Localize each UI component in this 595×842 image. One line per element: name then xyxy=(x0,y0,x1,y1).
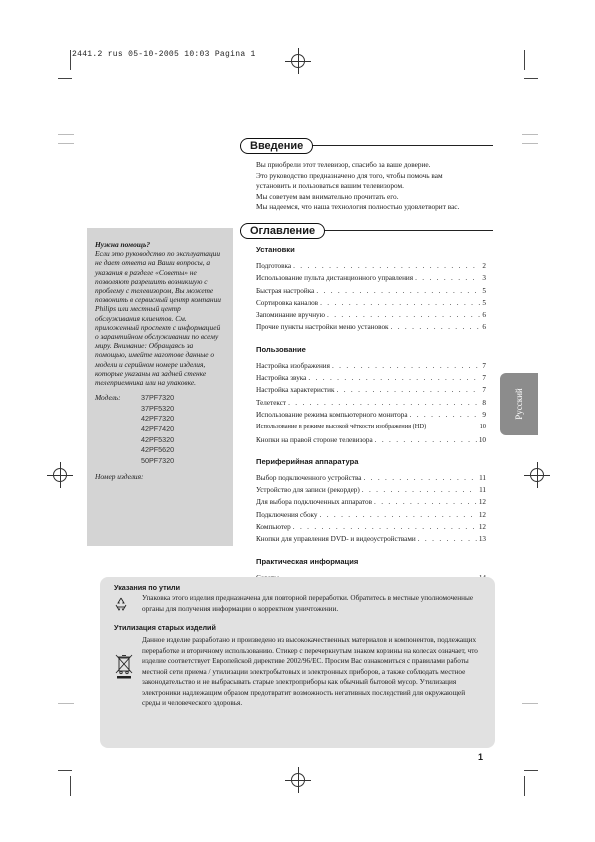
toc-entry-text: Использование в режиме высокой чёткости изображения (HD) xyxy=(256,423,427,431)
toc-entry[interactable] xyxy=(256,399,486,411)
toc-section-title: Пользование xyxy=(256,344,306,354)
toc-entry-text: Устройство для записи (рекордер) xyxy=(256,486,360,495)
toc-entry-text: Телетекст xyxy=(256,398,287,407)
toc-entry[interactable] xyxy=(256,362,486,374)
crop-mark xyxy=(70,50,71,70)
toc-entry-page: 3 xyxy=(482,274,486,283)
model-label: Модель: xyxy=(95,393,121,403)
toc-section xyxy=(256,457,486,548)
intro-line: Мы советуем вам внимательно прочитать его. xyxy=(256,191,399,201)
disposal-text: Данное изделие разработано и произведено из высококачественных материалов и компонентов, подлежащих переработке и вторичному использованию. Стикер с перечеркнутым знаком корзины на колесах означает, что изделие соответствует Европейской директиве 2002/96/EC. Просим Вас ознакомиться с правилами работы местной сети приема / утилизации электробытовых и электронных приборов, а также соблюдать местное законодательство и не выбрасывать старые электроприборы как обычный бытовой мусор. Утилизация электроники надлежащим образом предотвратит возможность негативных последствий для окружающей среды и человеческого здоровья. xyxy=(142,636,478,707)
model-number: 42PF7320 xyxy=(141,414,175,424)
margin-line xyxy=(522,134,538,135)
margin-line xyxy=(58,143,74,144)
toc-entry-page: 10 xyxy=(479,423,486,431)
toc-leader xyxy=(337,386,481,394)
toc-entry[interactable] xyxy=(256,287,486,299)
toc-leader xyxy=(332,362,480,370)
margin-line xyxy=(522,143,538,144)
crop-mark xyxy=(70,776,71,796)
toc-entry-text: Запоминание вручную xyxy=(256,311,326,320)
toc-entry[interactable] xyxy=(256,498,486,510)
toc-entry-text: Быстрая настройка xyxy=(256,286,315,295)
recycling-text: Упаковка этого изделия предназначена для повторной переработки. Обратитесь в местные уполномоченные органы для получения информации о корректном уничтожении. xyxy=(142,594,474,613)
toc-entry-page: 12 xyxy=(478,498,486,507)
intro-line: Вы приобрели этот телевизор, спасибо за ваше доверие. xyxy=(256,160,431,169)
model-number: 42PF7420 xyxy=(141,424,175,434)
serial-label: Номер изделия: xyxy=(95,472,144,482)
toc-entry[interactable] xyxy=(256,486,486,498)
toc-leader xyxy=(415,274,480,282)
toc-entry[interactable] xyxy=(256,274,486,286)
toc-entry-page: 11 xyxy=(479,486,486,495)
toc-leader xyxy=(288,399,480,407)
crop-mark xyxy=(524,770,538,771)
margin-line xyxy=(58,703,74,704)
toc-entry-page: 6 xyxy=(482,311,486,320)
toc-entry-page: 5 xyxy=(482,298,486,307)
toc-leader xyxy=(363,474,477,482)
margin-line xyxy=(58,134,74,135)
crossed-bin-icon xyxy=(114,653,134,681)
toc-leader xyxy=(410,411,481,419)
toc-entry-text: Кнопки для управления DVD- и видеоустройствами xyxy=(256,535,416,544)
toc-section-title: Периферийная аппаратура xyxy=(256,456,359,466)
toc-entry-text: Прочие пункты настройки меню установок xyxy=(256,323,389,332)
toc-entry-page: 11 xyxy=(479,473,486,482)
toc-entry-text: Настройка звука xyxy=(256,374,307,383)
toc-entry[interactable] xyxy=(256,262,486,274)
language-tab xyxy=(500,373,538,435)
model-block xyxy=(95,393,225,466)
intro-text xyxy=(256,160,506,213)
model-list xyxy=(141,393,174,466)
toc-leader xyxy=(293,262,480,270)
help-sidebar xyxy=(87,228,233,546)
crop-mark xyxy=(524,78,538,79)
recycling-title: Указания по утили xyxy=(114,583,181,592)
toc-entry[interactable] xyxy=(256,299,486,311)
toc-entry-page: 7 xyxy=(482,374,486,383)
model-number: 50PF7320 xyxy=(141,455,175,465)
toc-entry-text: Подключения сбоку xyxy=(256,510,318,519)
help-body: Если это руководство по эксплуатации не дает ответа на Ваши вопросы, а указания в разделе «Советы» не позволяют разрешить возникшую с проблему с телевизором, Вы можете позвонить в сервисный центр компании Philips или местный центр обслуживания клиентов. См. приложенный проспект с информацией о зарантийном обслуживании по всему миру. Внимание: Обращаясь за помощью, имейте наготове данные о модели и серийном номере изделия, которые указаны на задней стенке телеприемника или на упаковке. xyxy=(95,249,221,388)
registration-mark-bottom xyxy=(289,771,307,789)
toc-leader xyxy=(391,323,481,331)
model-number: 37PF7320 xyxy=(141,393,175,403)
print-header: 2441.2 rus 05-10-2005 10:03 Pagina 1 xyxy=(72,50,256,59)
toc-entry[interactable] xyxy=(256,423,486,435)
model-number: 42PF5620 xyxy=(141,445,175,455)
toc-leader xyxy=(320,511,477,519)
table-of-contents xyxy=(256,245,486,607)
toc-entry-page: 9 xyxy=(482,410,486,419)
toc-leader xyxy=(374,498,477,506)
toc-entry-page: 12 xyxy=(478,523,486,532)
crop-mark xyxy=(58,770,72,771)
intro-line: Это руководство предназначено для того, чтобы помочь вам xyxy=(256,170,443,180)
recycle-icon xyxy=(113,596,129,614)
intro-line: Мы надеемся, что наша технология полностью удовлетворит вас. xyxy=(256,202,460,211)
toc-leader xyxy=(418,535,477,543)
toc-entry-text: Компьютер xyxy=(256,523,291,532)
toc-entry-page: 7 xyxy=(482,386,486,395)
toc-entry-text: Использование режима компьютерного монитора xyxy=(256,410,408,419)
toc-entry-text: Настройка изображения xyxy=(256,361,330,370)
toc-section-title: Практическая информация xyxy=(256,556,359,566)
toc-leader xyxy=(308,374,480,382)
toc-leader xyxy=(327,311,480,319)
toc-entry-text: Выбор подключенного устройства xyxy=(256,473,362,482)
registration-mark-right xyxy=(528,466,546,484)
toc-leader xyxy=(293,523,477,531)
toc-entry-page: 5 xyxy=(482,286,486,295)
page-number: 1 xyxy=(478,752,484,762)
model-number: 37PF5320 xyxy=(141,403,175,413)
toc-entry[interactable] xyxy=(256,436,486,448)
toc-entry-page: 7 xyxy=(482,361,486,370)
registration-mark-top xyxy=(289,52,307,70)
language-tab-label: Русский xyxy=(514,388,524,420)
toc-entry-page: 10 xyxy=(478,435,486,444)
toc-entry-text: Для выбора подключенных аппаратов xyxy=(256,498,373,507)
toc-entry-text: Подготовка xyxy=(256,262,292,270)
toc-entry-text: Кнопки на правой стороне телевизора xyxy=(256,435,373,444)
toc-entry[interactable] xyxy=(256,411,486,423)
toc-entry[interactable] xyxy=(256,474,486,486)
toc-entry-page: 12 xyxy=(478,510,486,519)
intro-heading: Введение xyxy=(240,138,313,154)
toc-section xyxy=(256,245,486,336)
toc-entry[interactable] xyxy=(256,311,486,323)
toc-entry[interactable] xyxy=(256,535,486,547)
toc-entry[interactable] xyxy=(256,374,486,386)
intro-line: установить и пользоваться вашим телевизором. xyxy=(256,181,404,190)
registration-mark-left xyxy=(51,466,69,484)
toc-entry-text: Настройка характеристик xyxy=(256,386,335,395)
disposal-title: Утилизация старых изделий xyxy=(114,623,216,632)
crop-mark xyxy=(58,78,72,79)
toc-leader xyxy=(362,486,477,494)
toc-leader xyxy=(375,436,477,444)
toc-section xyxy=(256,345,486,448)
model-number: 42PF5320 xyxy=(141,434,175,444)
toc-entry-text: Использование пульта дистанционного управления xyxy=(256,274,414,283)
toc-leader xyxy=(316,287,480,295)
toc-entry[interactable] xyxy=(256,386,486,398)
toc-entry-page: 8 xyxy=(482,398,486,407)
help-title: Нужна помощь? xyxy=(95,240,151,249)
toc-entry[interactable] xyxy=(256,323,486,335)
toc-entry-text: Сортировка каналов xyxy=(256,298,319,307)
toc-entry[interactable] xyxy=(256,511,486,523)
recycling-notice xyxy=(100,577,495,748)
margin-line xyxy=(522,703,538,704)
toc-section-title: Установки xyxy=(256,245,295,254)
toc-entry-page: 6 xyxy=(482,323,486,332)
toc-entry-page: 2 xyxy=(482,262,486,270)
toc-entry-page: 13 xyxy=(478,535,486,544)
crop-mark xyxy=(524,50,525,70)
toc-leader xyxy=(320,299,480,307)
crop-mark xyxy=(524,776,525,796)
toc-heading: Оглавление xyxy=(240,223,325,239)
toc-entry[interactable] xyxy=(256,523,486,535)
